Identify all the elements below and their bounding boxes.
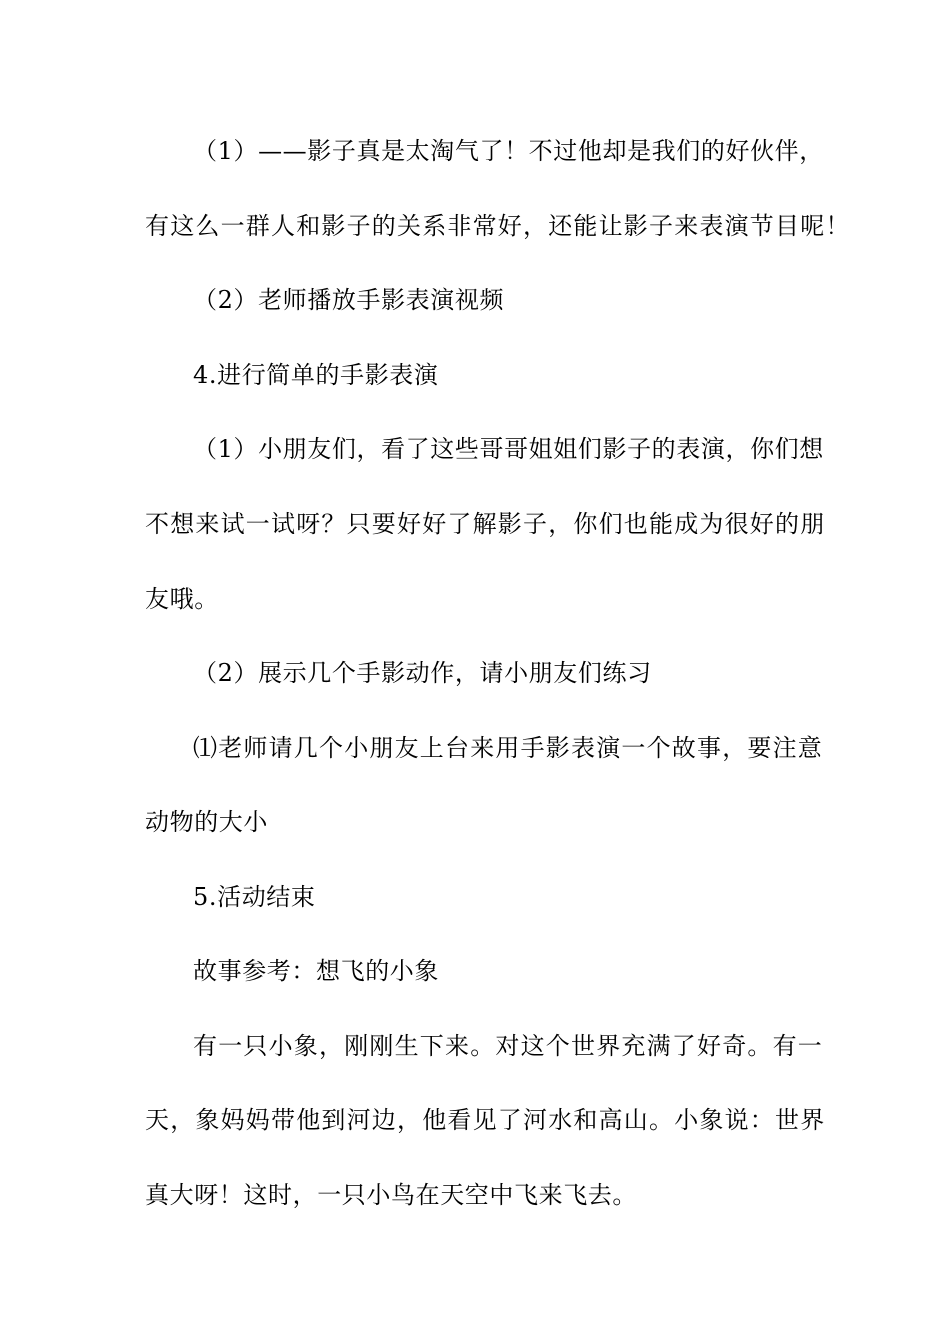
- paragraph-line: （2）老师播放手影表演视频: [193, 286, 505, 314]
- paragraph-line: ⑴老师请几个小朋友上台来用手影表演一个故事，要注意: [193, 734, 823, 762]
- paragraph-line: 故事参考：想飞的小象: [193, 957, 439, 985]
- paragraph-line: 真大呀！这时，一只小鸟在天空中飞来飞去。: [145, 1181, 637, 1209]
- section-heading: 4.进行简单的手影表演: [193, 361, 439, 389]
- section-heading: 5.活动结束: [193, 883, 316, 911]
- paragraph-line: 天，象妈妈带他到河边，他看见了河水和高山。小象说：世界: [145, 1106, 826, 1134]
- paragraph-line: 动物的大小: [145, 808, 268, 836]
- paragraph-line: （1）——影子真是太淘气了！不过他却是我们的好伙伴，: [193, 137, 824, 165]
- paragraph-line: 友哦。: [145, 585, 219, 613]
- paragraph-line: 有这么一群人和影子的关系非常好，还能让影子来表演节目呢！: [145, 212, 851, 240]
- paragraph-line: （1）小朋友们，看了这些哥哥姐姐们影子的表演，你们想: [193, 435, 824, 463]
- paragraph-line: 不想来试一试呀？只要好好了解影子，你们也能成为很好的朋: [145, 510, 826, 538]
- paragraph-line: 有一只小象，刚刚生下来。对这个世界充满了好奇。有一: [193, 1032, 823, 1060]
- paragraph-line: （2）展示几个手影动作，请小朋友们练习: [193, 659, 652, 687]
